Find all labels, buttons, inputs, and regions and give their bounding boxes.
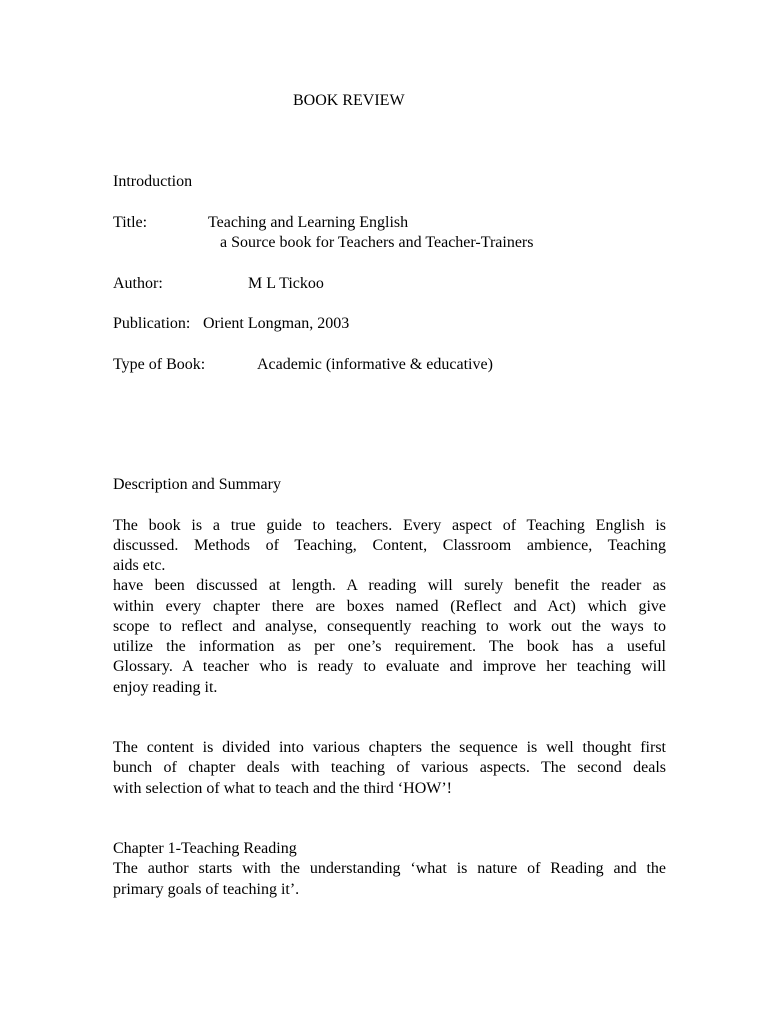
paragraph1-line: Glossary. A teacher who is ready to evaluate and improve her teaching will [113,658,666,675]
type-of-book-value: Academic (informative & educative) [257,356,493,373]
author-label: Author: [113,275,163,292]
paragraph2-line: The content is divided into various chapters the sequence is well thought first [113,739,666,756]
publication-label: Publication: [113,315,191,332]
author-value: M L Tickoo [248,275,324,292]
type-of-book-label: Type of Book: [113,356,206,373]
publication-value: Orient Longman, 2003 [203,315,350,332]
paragraph1-line: have been discussed at length. A reading will surely benefit the reader as [113,577,666,594]
title-value-line2: a Source book for Teachers and Teacher-Trainers [220,234,534,251]
paragraph2-line: bunch of chapter deals with teaching of various aspects. The second deals [113,759,666,776]
chapter1-text-line: The author starts with the understanding ‘what is nature of Reading and the [113,860,666,877]
paragraph1-line: utilize the information as per one’s requirement. The book has a useful [113,638,666,655]
paragraph1-line: scope to reflect and analyse, consequently reaching to work out the ways to [113,618,666,635]
chapter1-text-line: primary goals of teaching it’. [113,881,300,898]
chapter1-heading: Chapter 1-Teaching Reading [113,840,297,857]
paragraph1-line: discussed. Methods of Teaching, Content, Classroom ambience, Teaching [113,537,666,554]
introduction-heading: Introduction [113,173,193,190]
paragraph1-line: enjoy reading it. [113,679,218,696]
title-label: Title: [113,214,148,231]
description-heading: Description and Summary [113,476,281,493]
paragraph2-line: with selection of what to teach and the third ‘HOW’! [113,780,452,797]
document-heading: BOOK REVIEW [293,92,405,109]
paragraph1-line: The book is a true guide to teachers. Every aspect of Teaching English is [113,517,666,534]
paragraph1-line: aids etc. [113,557,166,574]
paragraph1-line: within every chapter there are boxes named (Reflect and Act) which give [113,598,666,615]
title-value-line1: Teaching and Learning English [208,214,409,231]
